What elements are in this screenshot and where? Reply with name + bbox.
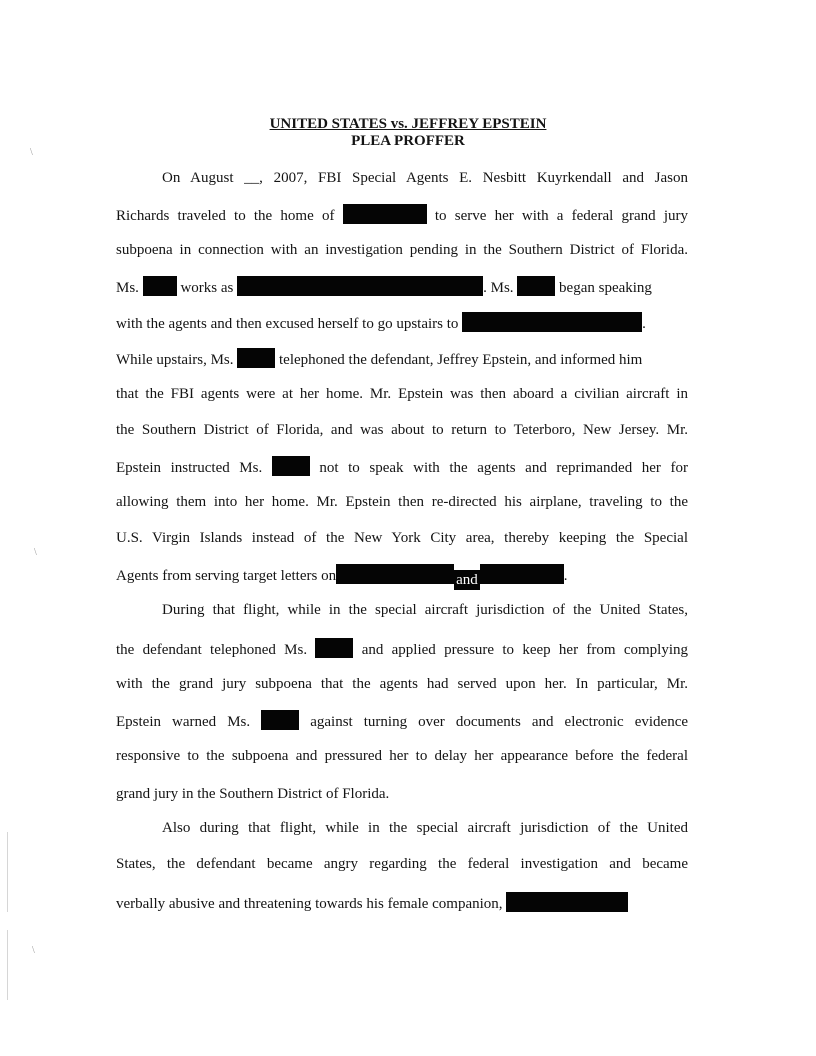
- paragraph-line: Epstein instructed Ms. not to speak with the agents and reprimanded her for: [116, 456, 688, 476]
- paragraph-line: Ms. works as . Ms. began speaking: [116, 276, 688, 296]
- paragraph-line: Epstein warned Ms. against turning over documents and electronic evidence: [116, 710, 688, 730]
- paragraph-line: On August __, 2007, FBI Special Agents E. Nesbitt Kuyrkendall and Jason: [162, 170, 688, 186]
- paragraph-line: States, the defendant became angry regarding the federal investigation and became: [116, 856, 688, 872]
- paragraph-line: Agents from serving target letters on and .: [116, 564, 688, 584]
- redaction-block: [237, 276, 483, 296]
- paragraph-line: U.S. Virgin Islands instead of the New York City area, thereby keeping the Special: [116, 530, 688, 546]
- paragraph-line: During that flight, while in the special aircraft jurisdiction of the United States,: [162, 602, 688, 618]
- paragraph-line: responsive to the subpoena and pressured her to delay her appearance before the federal: [116, 748, 688, 764]
- paragraph-line: Also during that flight, while in the special aircraft jurisdiction of the United: [162, 820, 688, 836]
- redaction-block: [343, 204, 427, 224]
- redaction-block: [143, 276, 177, 296]
- redaction-block: [315, 638, 353, 658]
- scan-mark: \: [34, 547, 37, 558]
- paragraph-line: Richards traveled to the home of to serve her with a federal grand jury: [116, 204, 688, 224]
- redaction-block: [517, 276, 555, 296]
- paragraph-line: subpoena in connection with an investigation pending in the Southern District of Florida.: [116, 242, 688, 258]
- scan-edge: [7, 832, 8, 912]
- paragraph-line: While upstairs, Ms. telephoned the defendant, Jeffrey Epstein, and informed him: [116, 348, 688, 368]
- redaction-block: [336, 564, 454, 584]
- scan-edge: [7, 930, 8, 1000]
- redaction-block: [506, 892, 628, 912]
- paragraph-line: that the FBI agents were at her home. Mr. Epstein was then aboard a civilian aircraft in: [116, 386, 688, 402]
- redaction-block: [462, 312, 642, 332]
- redaction-block: [480, 564, 564, 584]
- redaction-overlap-text: and: [456, 572, 478, 588]
- paragraph-line: with the grand jury subpoena that the agents had served upon her. In particular, Mr.: [116, 676, 688, 692]
- paragraph-line: verbally abusive and threatening towards his female companion,: [116, 892, 688, 912]
- scan-mark: \: [30, 147, 33, 158]
- document-subtitle: PLEA PROFFER: [351, 133, 465, 149]
- scan-mark: \: [32, 945, 35, 956]
- paragraph-line: grand jury in the Southern District of Florida.: [116, 786, 390, 802]
- paragraph-line: the defendant telephoned Ms. and applied pressure to keep her from complying: [116, 638, 688, 658]
- paragraph-line: allowing them into her home. Mr. Epstein then re-directed his airplane, traveling to the: [116, 494, 688, 510]
- redaction-block: [272, 456, 310, 476]
- document-title: UNITED STATES vs. JEFFREY EPSTEIN: [269, 116, 547, 132]
- paragraph-line: with the agents and then excused herself to go upstairs to .: [116, 312, 688, 332]
- redaction-block: [261, 710, 299, 730]
- redaction-block: [237, 348, 275, 368]
- paragraph-line: the Southern District of Florida, and was about to return to Teterboro, New Jersey. Mr.: [116, 422, 688, 438]
